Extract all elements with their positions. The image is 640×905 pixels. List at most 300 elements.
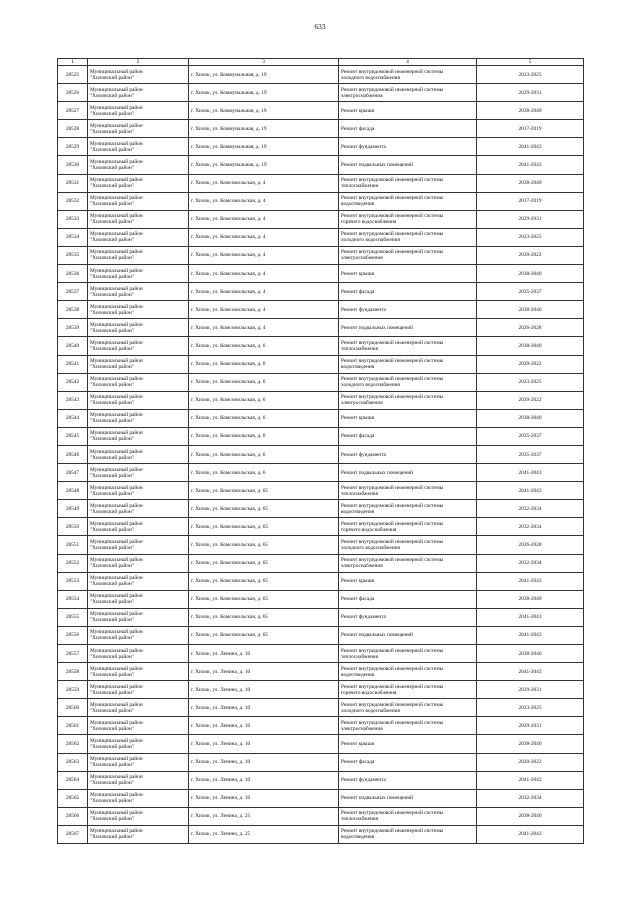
column-number-3: 3 — [189, 59, 339, 66]
municipal-area-line: "Хиловский район" — [90, 219, 134, 226]
table-row — [58, 699, 584, 717]
municipal-area-line: Муниципальный район — [90, 285, 143, 292]
row-number: 28543 — [58, 391, 88, 409]
municipal-area-line: Муниципальный район — [90, 376, 143, 383]
municipal-area — [88, 771, 189, 789]
address: г. Хилок, ул. Комсомольская, д. 4 — [189, 301, 339, 319]
work-type-line: Ремонт внутридомовой инженерной системы — [341, 376, 444, 383]
municipal-area-line: Муниципальный район — [90, 249, 143, 256]
municipal-area-line: "Хиловский район" — [90, 744, 134, 751]
municipal-area — [88, 500, 189, 518]
municipal-area-line: "Хиловский район" — [90, 508, 134, 515]
planned-period: 2020-2022 — [477, 391, 584, 409]
work-type-line: Ремонт подвальных помещений — [341, 469, 413, 476]
work-type — [339, 355, 477, 373]
work-type — [339, 66, 477, 84]
row-number: 28542 — [58, 373, 88, 391]
table-row — [58, 825, 584, 843]
address: г. Хилок, ул. Комсомольская, д. 6 — [189, 355, 339, 373]
table-row — [58, 409, 584, 427]
municipal-area-line: Муниципальный район — [90, 538, 143, 545]
municipal-area-line: Муниципальный район — [90, 267, 143, 274]
municipal-area-line: Муниципальный район — [90, 104, 143, 111]
work-type-line: Ремонт внутридомовой инженерной системы — [341, 719, 444, 726]
work-type-line: горячего водоснабжения — [341, 526, 397, 533]
work-type — [339, 373, 477, 391]
row-number: 28565 — [58, 789, 88, 807]
work-type-line: Ремонт фундамента — [341, 143, 386, 150]
municipal-area-line: "Хиловский район" — [90, 364, 134, 371]
work-type-line: Ремонт фасада — [341, 759, 375, 766]
municipal-area — [88, 681, 189, 699]
table-row — [58, 681, 584, 699]
table-row — [58, 427, 584, 445]
planned-period: 2041-2043 — [477, 626, 584, 644]
work-type — [339, 717, 477, 735]
work-type-line: холодного водоснабжения — [341, 382, 400, 389]
municipal-area — [88, 427, 189, 445]
row-number: 28552 — [58, 554, 88, 572]
row-number: 28541 — [58, 355, 88, 373]
municipal-area — [88, 699, 189, 717]
municipal-area-line: Муниципальный район — [90, 484, 143, 491]
municipal-area — [88, 337, 189, 355]
row-number: 28562 — [58, 735, 88, 753]
address: г. Хилок, ул. Ленина, д. 25 — [189, 825, 339, 843]
row-number: 28567 — [58, 825, 88, 843]
work-type-line: Ремонт подвальных помещений — [341, 795, 413, 802]
work-type — [339, 645, 477, 663]
work-type-line: водоотведения — [341, 201, 375, 208]
address: г. Хилок, ул. Комсомольская, д. 65 — [189, 590, 339, 608]
municipal-area — [88, 409, 189, 427]
municipal-area-line: Муниципальный район — [90, 593, 143, 600]
municipal-area-line: Муниципальный район — [90, 774, 143, 781]
address: г. Хилок, ул. Комсомольская, д. 6 — [189, 337, 339, 355]
work-type-line: теплоснабжения — [341, 816, 379, 823]
address: г. Хилок, ул. Ленина, д. 10 — [189, 645, 339, 663]
table-row — [58, 771, 584, 789]
work-type — [339, 246, 477, 264]
table-row — [58, 464, 584, 482]
municipal-area-line: Муниципальный район — [90, 719, 143, 726]
municipal-area-line: "Хиловский район" — [90, 291, 134, 298]
planned-period: 2020-2022 — [477, 355, 584, 373]
work-type-line: Ремонт фундамента — [341, 306, 386, 313]
municipal-area-line: "Хиловский район" — [90, 780, 134, 787]
work-type — [339, 482, 477, 500]
municipal-area-line: "Хиловский район" — [90, 725, 134, 732]
municipal-area-line: Муниципальный район — [90, 86, 143, 93]
work-type-line: Ремонт внутридомовой инженерной системы — [341, 828, 444, 835]
table-row — [58, 572, 584, 590]
municipal-area-line: Муниципальный район — [90, 140, 143, 147]
municipal-area — [88, 464, 189, 482]
work-type-line: электроснабжения — [341, 563, 383, 570]
municipal-area-line: Муниципальный район — [90, 756, 143, 763]
table-row — [58, 192, 584, 210]
row-number: 28558 — [58, 663, 88, 681]
work-type-line: горячего водоснабжения — [341, 219, 397, 226]
address: г. Хилок, ул. Комсомольская, д. 4 — [189, 228, 339, 246]
municipal-area-line: "Хиловский район" — [90, 454, 134, 461]
planned-period: 2038-2040 — [477, 807, 584, 825]
work-type-line: Ремонт подвальных помещений — [341, 632, 413, 639]
work-type-line: Ремонт внутридомовой инженерной системы — [341, 810, 444, 817]
row-number: 28564 — [58, 771, 88, 789]
planned-period: 2029-2031 — [477, 210, 584, 228]
work-type-line: Ремонт крыши — [341, 270, 375, 277]
planned-period: 2029-2031 — [477, 84, 584, 102]
work-type — [339, 210, 477, 228]
municipal-area-line: "Хиловский район" — [90, 201, 134, 208]
municipal-area-line: Муниципальный район — [90, 557, 143, 564]
municipal-area-line: Муниципальный район — [90, 792, 143, 799]
municipal-area-line: Муниципальный район — [90, 520, 143, 527]
municipal-area — [88, 391, 189, 409]
table-row — [58, 355, 584, 373]
municipal-area-line: "Хиловский район" — [90, 544, 134, 551]
work-type-line: Ремонт внутридомовой инженерной системы — [341, 68, 444, 75]
work-type-line: водоотведения — [341, 671, 375, 678]
municipal-area-line: "Хиловский район" — [90, 237, 134, 244]
table-row — [58, 717, 584, 735]
address: г. Хилок, ул. Коммунальная, д. 19 — [189, 84, 339, 102]
work-type-line: Ремонт внутридомовой инженерной системы — [341, 394, 444, 401]
municipal-area-line: "Хиловский район" — [90, 436, 134, 443]
work-type-line: холодного водоснабжения — [341, 237, 400, 244]
municipal-area — [88, 301, 189, 319]
planned-period: 2023-2025 — [477, 66, 584, 84]
planned-period: 2038-2040 — [477, 301, 584, 319]
work-type — [339, 464, 477, 482]
address: г. Хилок, ул. Комсомольская, д. 6 — [189, 464, 339, 482]
row-number: 28549 — [58, 500, 88, 518]
planned-period: 2026-2028 — [477, 536, 584, 554]
municipal-area — [88, 120, 189, 138]
municipal-area — [88, 572, 189, 590]
row-number: 28556 — [58, 626, 88, 644]
planned-period: 2041-2043 — [477, 608, 584, 626]
municipal-area — [88, 590, 189, 608]
work-type-line: теплоснабжения — [341, 490, 379, 497]
work-type — [339, 626, 477, 644]
table-row — [58, 210, 584, 228]
planned-period: 2020-2022 — [477, 753, 584, 771]
municipal-area-line: Муниципальный район — [90, 701, 143, 708]
address: г. Хилок, ул. Коммунальная, д. 19 — [189, 66, 339, 84]
work-type-line: Ремонт внутридомовой инженерной системы — [341, 484, 444, 491]
work-type-line: теплоснабжения — [341, 653, 379, 660]
row-number: 28528 — [58, 120, 88, 138]
municipal-area-line: Муниципальный район — [90, 738, 143, 745]
municipal-area-line: "Хиловский район" — [90, 707, 134, 714]
planned-period: 2041-2043 — [477, 464, 584, 482]
table-row — [58, 663, 584, 681]
address: г. Хилок, ул. Ленина, д. 10 — [189, 681, 339, 699]
municipal-area-line: Муниципальный район — [90, 339, 143, 346]
table-row — [58, 445, 584, 463]
work-type-line: Ремонт внутридомовой инженерной системы — [341, 339, 444, 346]
row-number: 28527 — [58, 102, 88, 120]
row-number: 28537 — [58, 283, 88, 301]
address: г. Хилок, ул. Комсомольская, д. 65 — [189, 536, 339, 554]
municipal-area-line: "Хиловский район" — [90, 798, 134, 805]
row-number: 28548 — [58, 482, 88, 500]
work-type-line: Ремонт внутридомовой инженерной системы — [341, 231, 444, 238]
work-type — [339, 536, 477, 554]
municipal-area — [88, 735, 189, 753]
work-type — [339, 337, 477, 355]
planned-period: 2035-2037 — [477, 427, 584, 445]
work-type-line: водоотведения — [341, 834, 375, 841]
table-row — [58, 246, 584, 264]
address: г. Хилок, ул. Комсомольская, д. 65 — [189, 554, 339, 572]
planned-period: 2029-2031 — [477, 681, 584, 699]
work-type-line: Ремонт крыши — [341, 741, 375, 748]
municipal-area-line: "Хиловский район" — [90, 146, 134, 153]
municipal-area-line: Муниципальный район — [90, 303, 143, 310]
table-row — [58, 102, 584, 120]
table-row — [58, 645, 584, 663]
address: г. Хилок, ул. Ленина, д. 10 — [189, 735, 339, 753]
row-number: 28534 — [58, 228, 88, 246]
row-number: 28531 — [58, 174, 88, 192]
table-row — [58, 590, 584, 608]
address: г. Хилок, ул. Комсомольская, д. 6 — [189, 445, 339, 463]
planned-period: 2023-2025 — [477, 699, 584, 717]
address: г. Хилок, ул. Коммунальная, д. 19 — [189, 102, 339, 120]
municipal-area-line: Муниципальный район — [90, 412, 143, 419]
municipal-area — [88, 663, 189, 681]
table-body — [58, 66, 584, 844]
row-number: 28563 — [58, 753, 88, 771]
address: г. Хилок, ул. Коммунальная, д. 19 — [189, 156, 339, 174]
municipal-area — [88, 228, 189, 246]
municipal-area — [88, 210, 189, 228]
work-type — [339, 265, 477, 283]
work-type — [339, 84, 477, 102]
municipal-area-line: "Хиловский район" — [90, 490, 134, 497]
municipal-area — [88, 84, 189, 102]
table-row — [58, 735, 584, 753]
work-type-line: Ремонт внутридомовой инженерной системы — [341, 538, 444, 545]
table-row — [58, 66, 584, 84]
municipal-area-line: "Хиловский район" — [90, 472, 134, 479]
work-type — [339, 120, 477, 138]
work-type — [339, 174, 477, 192]
planned-period: 2032-2034 — [477, 518, 584, 536]
municipal-area-line: Муниципальный район — [90, 629, 143, 636]
address: г. Хилок, ул. Коммунальная, д. 19 — [189, 120, 339, 138]
municipal-area-line: Муниципальный район — [90, 122, 143, 129]
table-row — [58, 301, 584, 319]
municipal-area-line: "Хиловский район" — [90, 762, 134, 769]
address: г. Хилок, ул. Ленина, д. 10 — [189, 717, 339, 735]
work-type — [339, 825, 477, 843]
work-type-line: Ремонт внутридомовой инженерной системы — [341, 249, 444, 256]
work-type — [339, 518, 477, 536]
work-type-line: Ремонт фасада — [341, 596, 375, 603]
municipal-area — [88, 518, 189, 536]
work-type-line: Ремонт крыши — [341, 578, 375, 585]
municipal-area-line: "Хиловский район" — [90, 345, 134, 352]
municipal-area — [88, 482, 189, 500]
municipal-area-line: "Хиловский район" — [90, 128, 134, 135]
planned-period: 2038-2040 — [477, 174, 584, 192]
municipal-area-line: "Хиловский район" — [90, 400, 134, 407]
municipal-area-line: "Хиловский район" — [90, 689, 134, 696]
municipal-area — [88, 319, 189, 337]
work-type-line: Ремонт внутридомовой инженерной системы — [341, 647, 444, 654]
table-row — [58, 789, 584, 807]
table-header-row — [58, 59, 584, 66]
municipal-area — [88, 645, 189, 663]
row-number: 28545 — [58, 427, 88, 445]
work-type-line: Ремонт фундамента — [341, 451, 386, 458]
municipal-area — [88, 138, 189, 156]
planned-period: 2038-2040 — [477, 735, 584, 753]
municipal-area-line: Муниципальный район — [90, 466, 143, 473]
municipal-area-line: Муниципальный район — [90, 195, 143, 202]
row-number: 28561 — [58, 717, 88, 735]
address: г. Хилок, ул. Комсомольская, д. 65 — [189, 500, 339, 518]
work-type-line: Ремонт фундамента — [341, 614, 386, 621]
planned-period: 2041-2043 — [477, 156, 584, 174]
planned-period: 2032-2034 — [477, 500, 584, 518]
municipal-area-line: "Хиловский район" — [90, 327, 134, 334]
work-type — [339, 102, 477, 120]
work-type — [339, 409, 477, 427]
municipal-area — [88, 102, 189, 120]
row-number: 28550 — [58, 518, 88, 536]
address: г. Хилок, ул. Комсомольская, д. 6 — [189, 409, 339, 427]
municipal-area-line: "Хиловский район" — [90, 526, 134, 533]
address: г. Хилок, ул. Комсомольская, д. 65 — [189, 608, 339, 626]
work-type — [339, 319, 477, 337]
planned-period: 2026-2028 — [477, 319, 584, 337]
municipal-area-line: "Хиловский район" — [90, 581, 134, 588]
municipal-area — [88, 265, 189, 283]
municipal-area-line: Муниципальный район — [90, 611, 143, 618]
municipal-area-line: "Хиловский район" — [90, 382, 134, 389]
municipal-area — [88, 536, 189, 554]
work-type-line: Ремонт фасада — [341, 288, 375, 295]
work-type-line: Ремонт внутридомовой инженерной системы — [341, 213, 444, 220]
row-number: 28526 — [58, 84, 88, 102]
municipal-area-line: "Хиловский район" — [90, 273, 134, 280]
planned-period: 2032-2034 — [477, 789, 584, 807]
table-row — [58, 518, 584, 536]
work-type-line: электроснабжения — [341, 92, 383, 99]
planned-period: 2020-2022 — [477, 246, 584, 264]
row-number: 28540 — [58, 337, 88, 355]
row-number: 28536 — [58, 265, 88, 283]
work-type-line: Ремонт внутридомовой инженерной системы — [341, 86, 444, 93]
column-number-1: 1 — [58, 59, 88, 66]
work-type — [339, 500, 477, 518]
municipal-area-line: "Хиловский район" — [90, 635, 134, 642]
municipal-area-line: "Хиловский район" — [90, 92, 134, 99]
work-type-line: электроснабжения — [341, 725, 383, 732]
work-type — [339, 156, 477, 174]
column-number-2: 2 — [88, 59, 189, 66]
table-row — [58, 753, 584, 771]
row-number: 28544 — [58, 409, 88, 427]
planned-period: 2041-2043 — [477, 138, 584, 156]
municipal-area — [88, 283, 189, 301]
address: г. Хилок, ул. Комсомольская, д. 6 — [189, 427, 339, 445]
municipal-area-line: "Хиловский район" — [90, 74, 134, 81]
table-row — [58, 536, 584, 554]
table-row — [58, 283, 584, 301]
address: г. Хилок, ул. Комсомольская, д. 65 — [189, 626, 339, 644]
work-type-line: Ремонт фасада — [341, 125, 375, 132]
municipal-area-line: Муниципальный район — [90, 430, 143, 437]
planned-period: 2029-2031 — [477, 717, 584, 735]
municipal-area-line: "Хиловский район" — [90, 165, 134, 172]
work-type-line: Ремонт внутридомовой инженерной системы — [341, 557, 444, 564]
municipal-area-line: "Хиловский район" — [90, 599, 134, 606]
address: г. Хилок, ул. Ленина, д. 10 — [189, 753, 339, 771]
row-number: 28547 — [58, 464, 88, 482]
address: г. Хилок, ул. Ленина, д. 25 — [189, 807, 339, 825]
municipal-area-line: Муниципальный район — [90, 448, 143, 455]
municipal-area-line: Муниципальный район — [90, 810, 143, 817]
address: г. Хилок, ул. Коммунальная, д. 19 — [189, 138, 339, 156]
work-type-line: водоотведения — [341, 508, 375, 515]
work-type-line: Ремонт крыши — [341, 415, 375, 422]
table-row — [58, 319, 584, 337]
address: г. Хилок, ул. Комсомольская, д. 4 — [189, 265, 339, 283]
planned-period: 2038-2040 — [477, 645, 584, 663]
work-type — [339, 681, 477, 699]
municipal-area — [88, 445, 189, 463]
work-type — [339, 228, 477, 246]
work-type-line: Ремонт внутридомовой инженерной системы — [341, 358, 444, 365]
municipal-area-line: Муниципальный район — [90, 213, 143, 220]
planned-period: 2038-2040 — [477, 590, 584, 608]
table-row — [58, 265, 584, 283]
work-type — [339, 608, 477, 626]
table-row — [58, 337, 584, 355]
address: г. Хилок, ул. Ленина, д. 10 — [189, 663, 339, 681]
municipal-area-line: "Хиловский район" — [90, 816, 134, 823]
work-type — [339, 283, 477, 301]
planned-period: 2032-2034 — [477, 554, 584, 572]
work-type-line: водоотведения — [341, 364, 375, 371]
municipal-area-line: Муниципальный район — [90, 665, 143, 672]
municipal-area-line: Муниципальный район — [90, 502, 143, 509]
work-type-line: Ремонт внутридомовой инженерной системы — [341, 177, 444, 184]
table-row — [58, 138, 584, 156]
work-type — [339, 572, 477, 590]
table-row — [58, 626, 584, 644]
work-type-line: Ремонт внутридомовой инженерной системы — [341, 520, 444, 527]
table-row — [58, 608, 584, 626]
planned-period: 2017-2019 — [477, 120, 584, 138]
table-row — [58, 228, 584, 246]
table-row — [58, 174, 584, 192]
planned-period: 2041-2043 — [477, 482, 584, 500]
work-type-line: теплоснабжения — [341, 183, 379, 190]
address: г. Хилок, ул. Комсомольская, д. 6 — [189, 373, 339, 391]
municipal-area-line: "Хиловский район" — [90, 255, 134, 262]
row-number: 28532 — [58, 192, 88, 210]
municipal-area-line: Муниципальный район — [90, 575, 143, 582]
municipal-area-line: "Хиловский район" — [90, 309, 134, 316]
municipal-area-line: Муниципальный район — [90, 231, 143, 238]
